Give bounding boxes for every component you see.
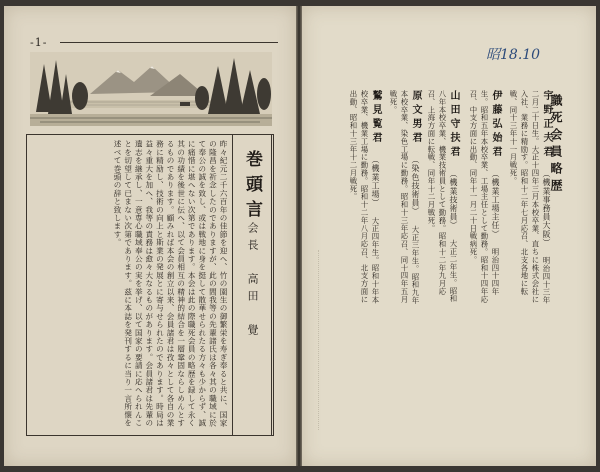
member-note: （機業工場主任） — [491, 169, 500, 239]
member-note: （機業工場） — [371, 155, 380, 208]
member-entry — [468, 90, 501, 310]
member-note: （機業技術員） — [449, 169, 458, 230]
member-name: 鷲見覧君 — [370, 90, 381, 146]
member-entry — [508, 90, 552, 310]
page-number: -1- — [30, 36, 48, 49]
essay-body: 昨々紀元二千六百年の佳節を迎へ、竹の園生の御繁栄を寿ぎ奉ると共に、国家の隆昌を祈念したのでありますが、此の間我等の先輩諸氏は各々其の職域に於て奉公の誠を致し、或は戦地に身を挺して散華せられたる方々も少からず、誠に痛惜に堪へない次第であります。本会は此の際職死会員の略歴を録して永く其の功績を後世に伝へ、以て会員相互の精神的結合を一層鞏固ならしめんとするものであります。顧みれば本会の創立以来、会員諸君は孜々として各自の業務に精励し、技術の向上と斯業の発展とに寄与せられたのであります。時局は益々重大を加へ、我等の責務は愈々大なるものがあります。会員諸君は先輩の遺志を継承し、一意専心職域奉公の実を挙げ、以て国家の要請に応へられんことを切望して已まない次第であります。茲に本誌を発刊するに当り一言所懐を述べて巻頭の辞と致します。 — [113, 140, 228, 427]
landscape-illustration — [30, 52, 272, 126]
member-bio: 明治四十四年生。昭和五年本校卒業、工場主任として勤務。昭和十四年応召、中支方面に出動、同年十一月二十日戦病死。 — [469, 90, 500, 304]
essay-author: 会長 高田 覺 — [246, 222, 259, 341]
member-name: 宇野正夫君 — [541, 90, 552, 160]
essay-title: 巻頭言 — [242, 150, 262, 225]
member-bio: 明治四十三年二月二十日生。大正十四年三月本校卒業、直ちに株式会社に入社、業務に精励す。昭和十二年七月応召、北支各地に転戦、同十三年十一月戦死。 — [509, 90, 551, 305]
member-note: （染色技術員） — [411, 155, 420, 216]
member-bio: 大正二年生。昭和八年本校卒業、機業技術員として勤務。昭和十二年九月応召、上海方面に転戦、同年十二月戦死。 — [427, 90, 458, 303]
member-entry — [426, 90, 459, 310]
roster-title: 職死会員略歴 — [549, 94, 563, 196]
member-name: 原文男君 — [410, 90, 421, 146]
member-bio: 大正四年生。昭和十年本校卒業、機業工場に勤務。昭和十二年八月応召、北支方面に出動、昭和十三年十二月戦死。 — [349, 90, 380, 304]
header-rule — [60, 42, 278, 43]
handwritten-note: 昭18.10 — [486, 47, 541, 63]
member-bio: 大正三年生。昭和九年本校卒業、染色工場に勤務。昭和十三年応召、同十四年五月戦死。 — [389, 90, 420, 305]
member-note: （機業事務員大阪） — [542, 169, 551, 248]
member-name: 伊藤弘始君 — [490, 90, 501, 160]
member-name: 山田守扶君 — [448, 90, 459, 160]
page-shadow — [318, 250, 409, 430]
